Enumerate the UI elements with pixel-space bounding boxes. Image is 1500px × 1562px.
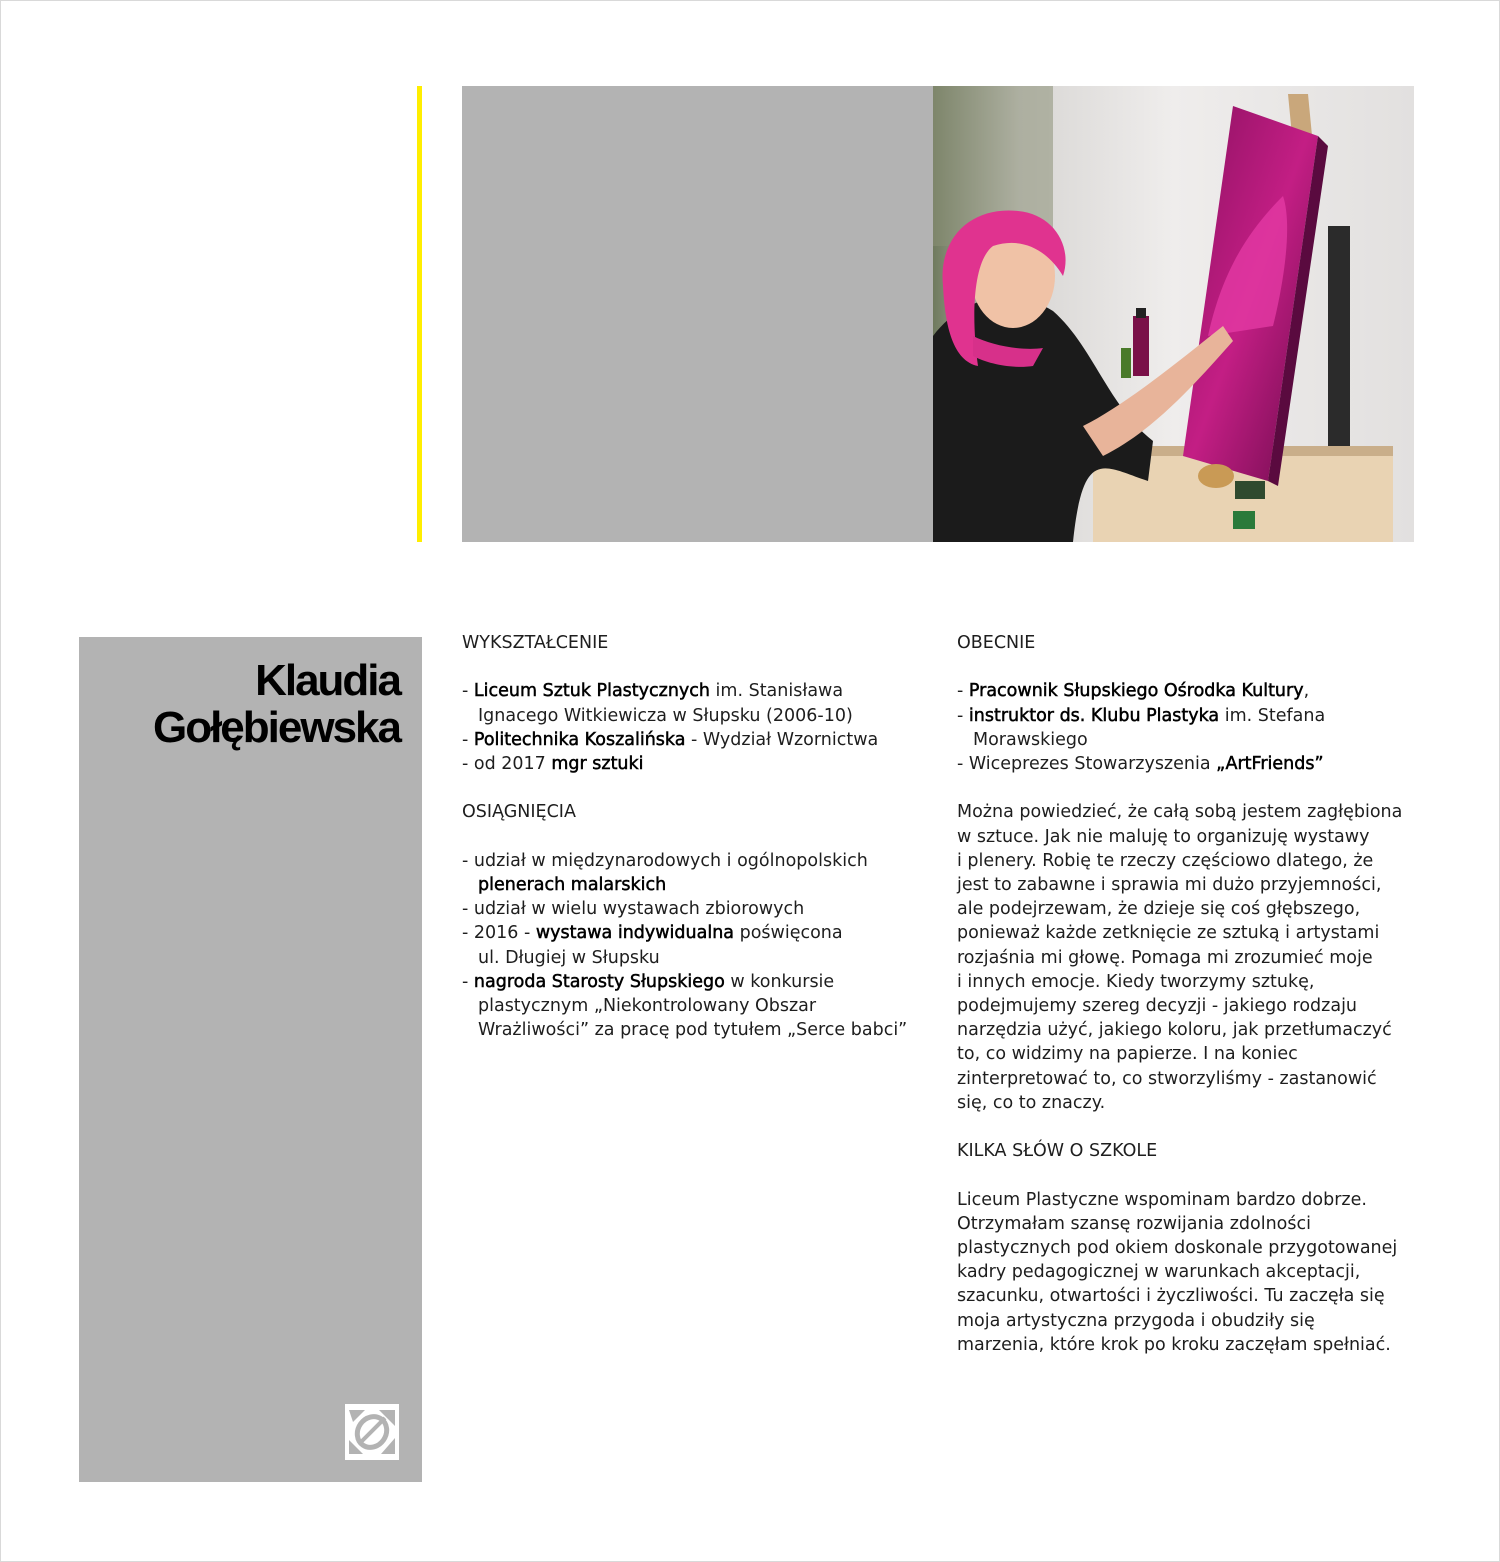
education-heading: WYKSZTAŁCENIE: [462, 633, 609, 653]
achievement-item: - nagroda Starosty Słupskiego w konkursie plastycznym „Niekontrolowany Obszar Wrażliwości” za pracę pod tytułem „Serce babci”: [462, 971, 908, 1041]
school-heading: KILKA SŁÓW O SZKOLE: [957, 1141, 1158, 1162]
artist-painting-photo: [933, 86, 1414, 542]
school-paragraph: Liceum Plastyczne wspominam bardzo dobrze. Otrzymałam szansę rozwijania zdolności plastycznych pod okiem doskonale przygotowanej kadry pedagogicznej w warunkach akceptacji, szacunku, otwartości i życzliwości. Tu zaczęła się moja artystyczna przygoda i obudziły się marzenia, które krok po kroku zaczęłam spełniać.: [957, 1189, 1398, 1355]
achievements-heading: OSIĄGNIĘCIA: [462, 802, 576, 823]
school-logo-icon: [345, 1404, 399, 1460]
education-item: - Politechnika Koszalińska - Wydział Wzornictwa: [462, 729, 879, 750]
name-first: Klaudia: [255, 656, 400, 705]
name-last: Gołębiewska: [152, 703, 400, 752]
current-item: - Wiceprezes Stowarzyszenia „ArtFriends”: [957, 754, 1324, 774]
current-item: - Pracownik Słupskiego Ośrodka Kultury,: [957, 681, 1310, 702]
person-name: [80, 657, 400, 751]
right-column: [957, 631, 1417, 1357]
achievement-item: - 2016 - wystawa indywidualna poświęcona ul. Długiej w Słupsku: [462, 923, 843, 968]
current-heading: OBECNIE: [957, 633, 1036, 653]
gray-panel: [462, 86, 933, 542]
achievement-item: - udział w międzynarodowych i ogólnopolskich plenerach malarskich: [462, 850, 868, 895]
education-item: - od 2017 mgr sztuki: [462, 754, 644, 774]
left-column: [462, 631, 932, 1042]
profile-sidebar: [79, 637, 422, 1482]
accent-bar: [417, 86, 422, 542]
education-item: - Liceum Sztuk Plastycznych im. Stanisława Ignacego Witkiewicza w Słupsku (2006-10): [462, 681, 853, 726]
about-paragraph: Można powiedzieć, że całą sobą jestem zagłębiona w sztuce. Jak nie maluję to organizuję wystawy i plenery. Robię te rzeczy częściowo dlatego, że jest to zabawne i sprawia mi dużo przyjemności, ale podejrzewam, że dzieje się coś głębszego, ponieważ każde zetknięcie ze sztuką i artystami rozjaśnia mi głowę. Pomaga mi zrozumieć moje i innych emocje. Kiedy tworzymy sztukę, podejmujemy szereg decyzji - jakiego rodzaju narzędzia użyć, jakiego koloru, jak przetłumaczyć to, co widzimy na papierze. I na koniec zinterpretować to, co stworzyliśmy - zastanowić się, co to znaczy.: [957, 802, 1403, 1113]
achievement-item: - udział w wielu wystawach zbiorowych: [462, 899, 805, 920]
current-item: - instruktor ds. Klubu Plastyka im. Stefana Morawskiego: [957, 705, 1326, 750]
